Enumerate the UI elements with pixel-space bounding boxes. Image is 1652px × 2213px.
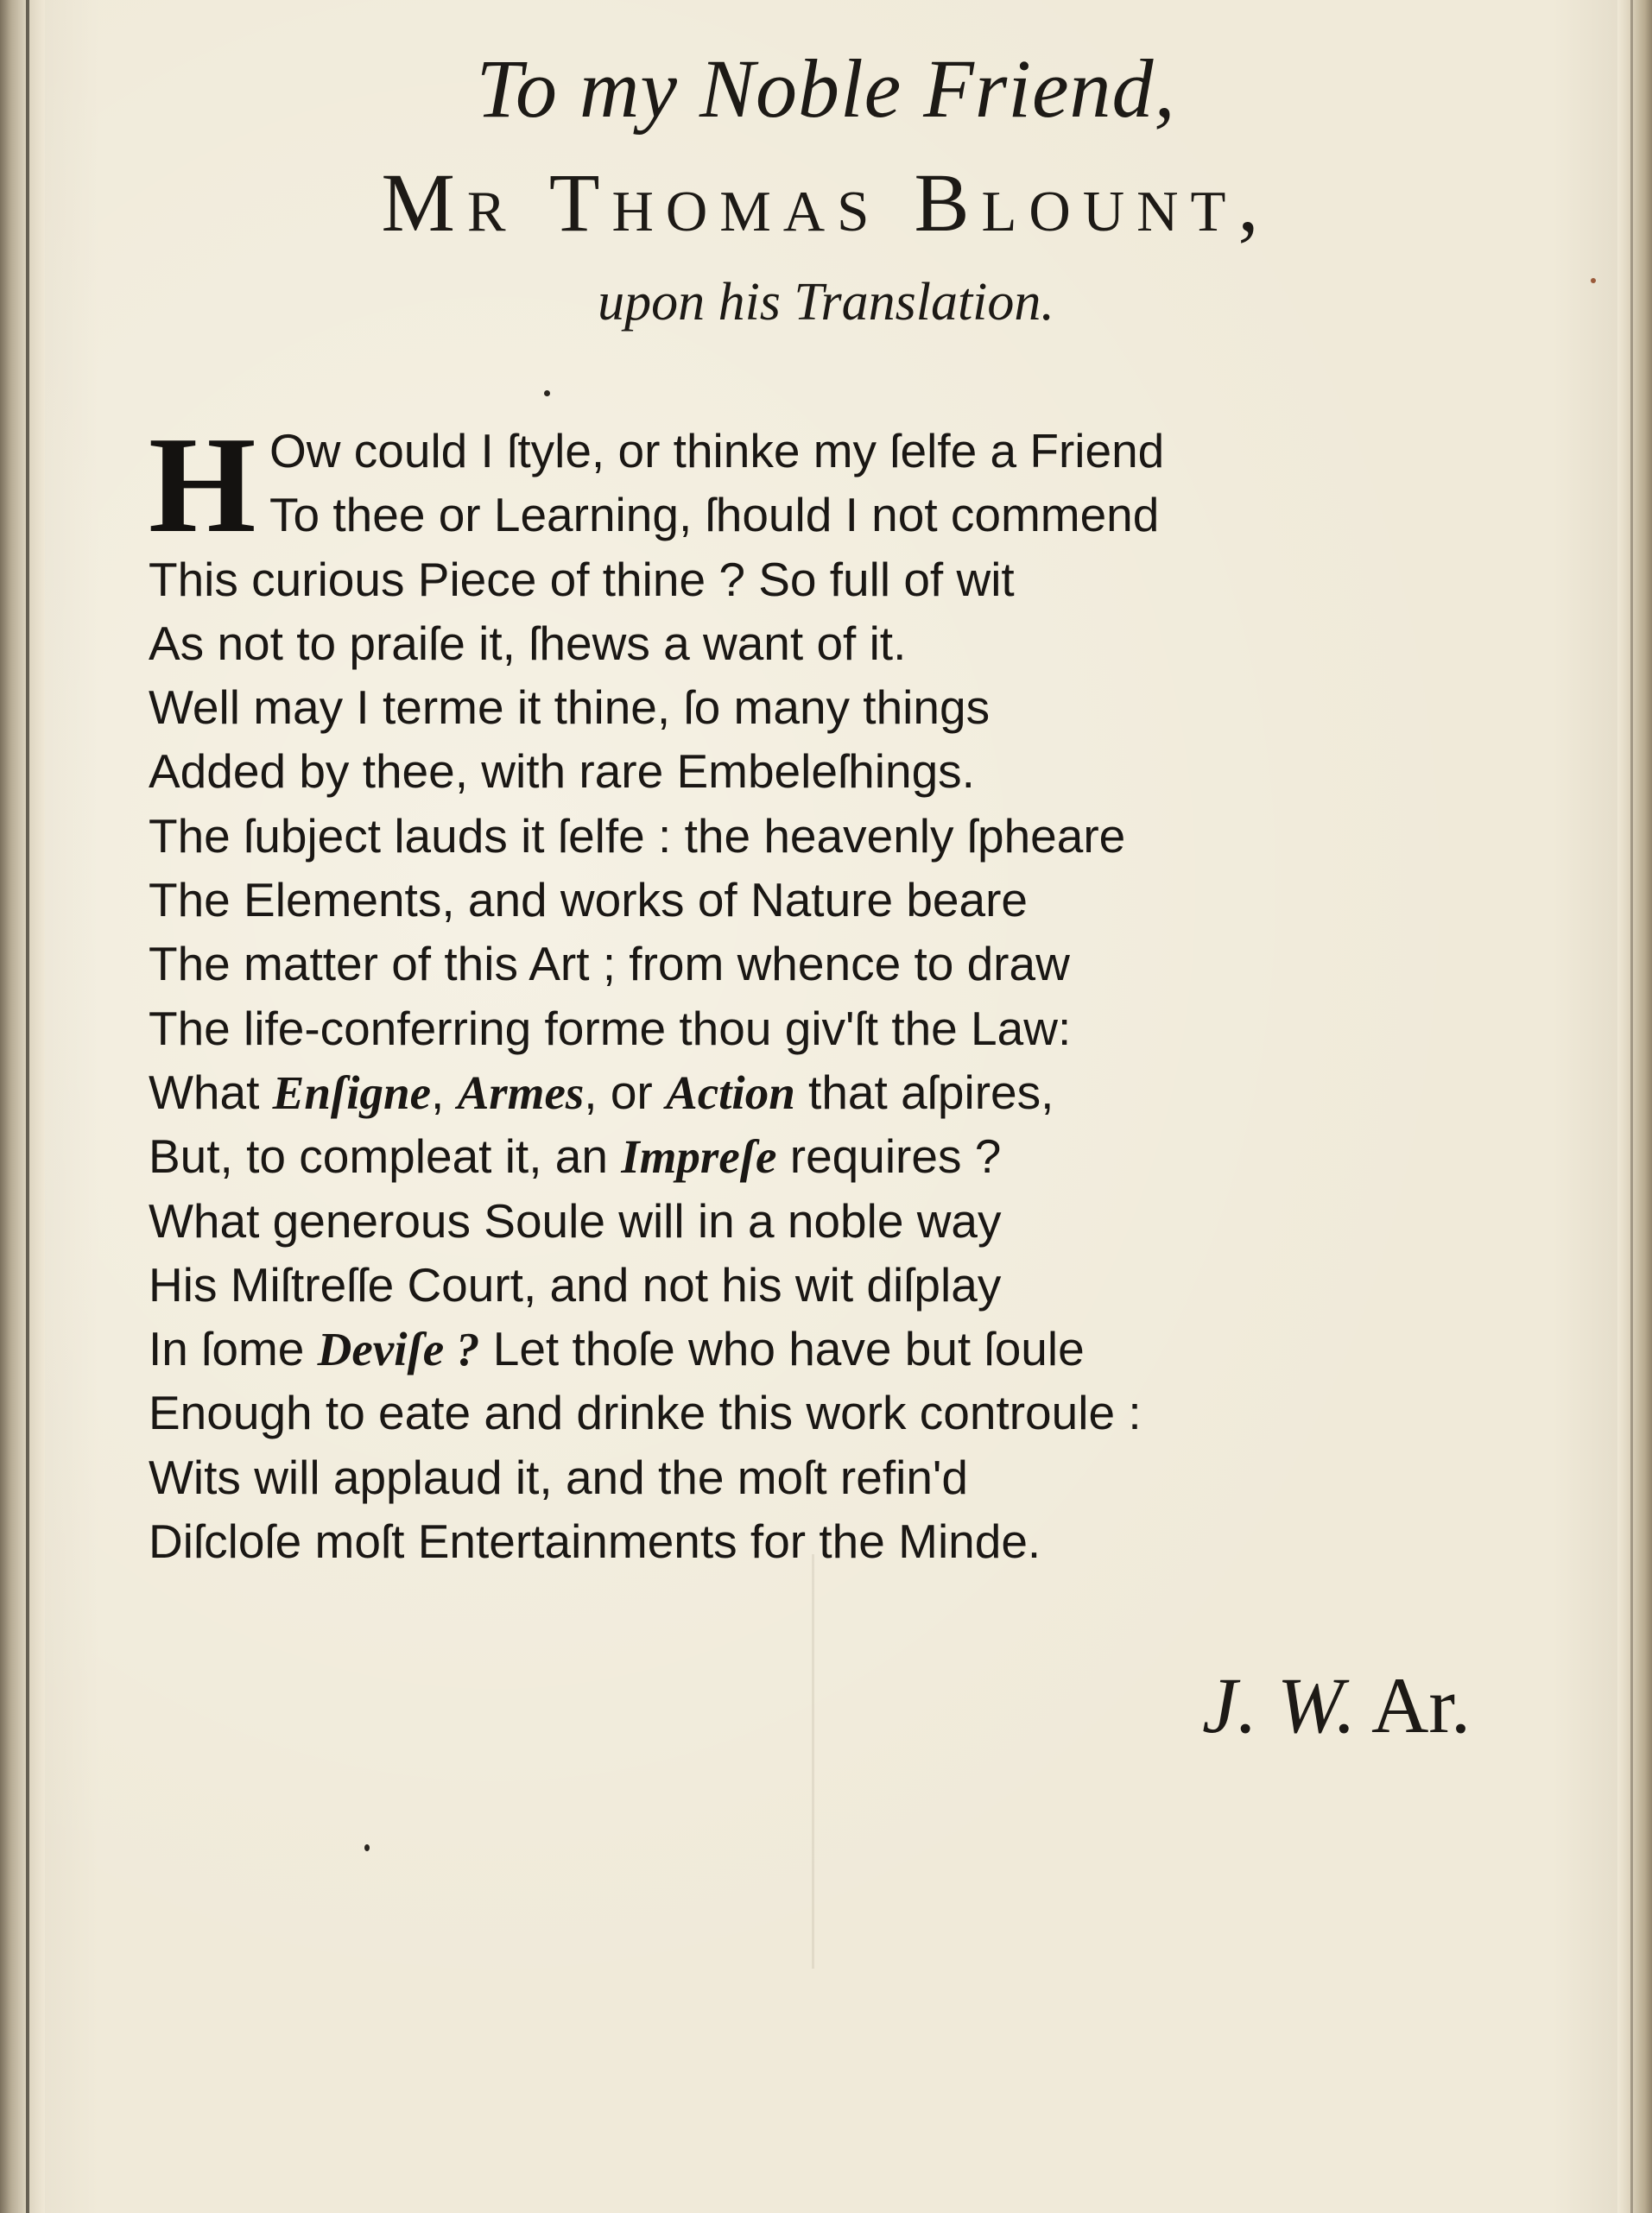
poem-line-text: What — [149, 1065, 273, 1119]
poem-line-text: To thee or Learning, ſhould I not commend — [269, 488, 1160, 542]
poem-line-text: The Elements, and works of Nature beare — [149, 873, 1029, 927]
poem-line-text: Diſcloſe moſt Entertainments for the Minde. — [149, 1514, 1041, 1569]
poem-line-text: Wits will applaud it, and the moſt refin'd — [149, 1450, 968, 1504]
poem-italic-word: Action — [666, 1065, 795, 1119]
poem-line — [149, 1189, 1427, 1253]
poem-line — [149, 996, 1427, 1060]
poem-italic-word: Impreſe — [621, 1130, 777, 1184]
show-through-rule — [812, 1554, 814, 1969]
poem-line — [149, 419, 1427, 483]
poem-line-text: This curious Piece of thine ? So full of wit — [149, 552, 1015, 606]
poem-line — [149, 483, 1427, 547]
poem-line — [149, 739, 1427, 803]
poem-line-text: The matter of this Art ; from whence to draw — [149, 937, 1070, 991]
poem-line-text: that aſpires, — [794, 1065, 1054, 1119]
poem-line — [149, 804, 1427, 868]
poem-line-text: The life-conferring forme thou giv'ſt the Law: — [149, 1001, 1072, 1055]
dedicatee-name: Mr Thomas Blount, — [381, 156, 1271, 249]
poem-line-text: , or — [584, 1065, 667, 1119]
poem-line-text: Added by thee, with rare Embeleſhings. — [149, 744, 975, 799]
poem-line-text: His Miſtreſſe Court, and not his wit diſplay — [149, 1257, 1002, 1312]
poem-line — [149, 868, 1427, 932]
drop-cap: H — [149, 408, 256, 561]
poem-line-text: Enough to eate and drinke this work controule : — [149, 1386, 1142, 1440]
poem-line-text: Ow could I ſtyle, or thinke my ſelfe a Friend — [269, 424, 1165, 477]
poem-body — [149, 408, 1427, 1573]
poem-line-text: Let thoſe who have but ſoule — [479, 1322, 1085, 1376]
dedication-subtitle: upon his Translation. — [598, 273, 1054, 332]
poem-italic-word: Deviſe ? — [317, 1323, 480, 1376]
poem-line-text: requires ? — [776, 1129, 1002, 1184]
poem-italic-word: Enſigne — [272, 1065, 432, 1119]
poem-line-text: Well may I terme it thine, ſo many things — [149, 680, 991, 735]
poem-line — [149, 1317, 1427, 1381]
poem-line — [149, 675, 1427, 739]
poem-line-text: In ſome — [149, 1322, 318, 1376]
signature-suffix: Ar. — [1356, 1661, 1471, 1749]
poem-line — [149, 932, 1427, 996]
ink-speck — [364, 1844, 370, 1851]
poem-line — [149, 547, 1427, 611]
poem-line-text: , — [431, 1065, 458, 1119]
poem-line — [149, 1381, 1427, 1445]
ink-speck — [544, 390, 550, 396]
poem-line — [149, 1124, 1427, 1188]
poem-italic-word: Armes — [457, 1065, 585, 1119]
poem-line — [149, 611, 1427, 675]
signature-initials: J. W. — [1202, 1661, 1357, 1749]
poem-line-text: As not to praiſe it, ſhews a want of it. — [149, 616, 907, 670]
dedication-title: To my Noble Friend, — [476, 42, 1176, 135]
poem-line — [149, 1060, 1427, 1124]
ink-speck — [1591, 278, 1596, 283]
poem-line — [149, 1509, 1427, 1573]
signature — [1202, 1658, 1471, 1753]
poem-line — [149, 1253, 1427, 1317]
poem-line-text: The ſubject lauds it ſelfe : the heavenly ſpheare — [149, 808, 1126, 863]
poem-line-text: What generous Soule will in a noble way — [149, 1193, 1002, 1248]
poem-line-text: But, to compleat it, an — [149, 1129, 622, 1184]
poem-line — [149, 1445, 1427, 1509]
